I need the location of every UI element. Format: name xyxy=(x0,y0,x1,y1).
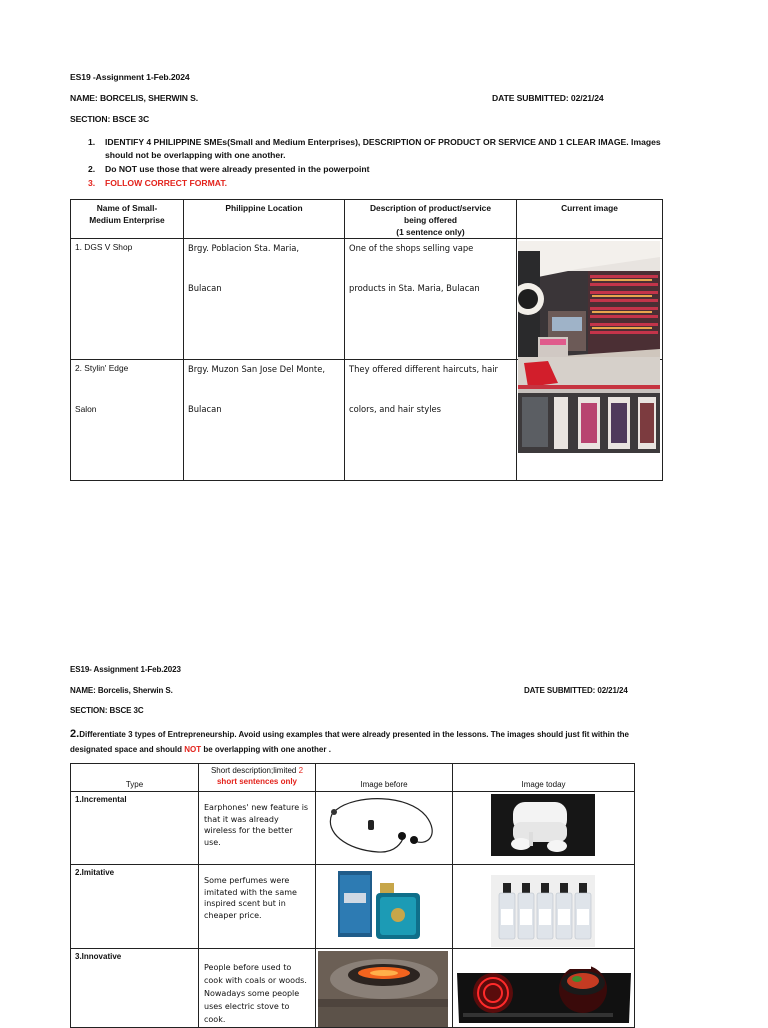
sme-description: They offered different haircuts, hair colors, and hair styles xyxy=(345,360,517,481)
wireless-earbuds-image xyxy=(453,792,635,864)
instruction-item: 3. FOLLOW CORRECT FORMAT. xyxy=(88,178,228,188)
type-label: 3.Innovative xyxy=(71,949,199,1028)
header-image-before: Image before xyxy=(316,764,453,792)
entrepreneurship-table xyxy=(70,763,635,1028)
instruction-item: 1. IDENTIFY 4 PHILIPPINE SMEs(Small and Medium Enterprises), DESCRIPTION OF PRODUCT OR SERVICE AND 1 CLEAR IMAGE. Images should not be overlapping with one another. xyxy=(88,137,661,160)
instruction-item: 2. Do NOT use those that were already presented in the powerpoint xyxy=(88,164,370,174)
image-before-cell xyxy=(316,865,453,949)
type-description: People before used to cook with coals or woods. Nowadays some people uses electric stove to cook. xyxy=(199,949,316,1028)
header-image: Current image xyxy=(517,200,663,239)
instruction-2: 2.Differentiate 3 types of Entrepreneurship. Avoid using examples that were already presented in the lessons. The images should just fit within the designated space and should NOT be overlapping with one another . xyxy=(70,728,629,754)
student-name: NAME: BORCELIS, SHERWIN S. xyxy=(70,93,199,103)
header-image-today: Image today xyxy=(453,764,635,792)
image-before-cell xyxy=(316,792,453,865)
header-short-desc: Short description;limited 2 short sentences only xyxy=(199,764,316,792)
sme-name: 2. Stylin' Edge Salon xyxy=(71,360,184,481)
table-row xyxy=(71,792,635,865)
instructions-list xyxy=(88,135,708,190)
image-today-cell xyxy=(453,949,635,1028)
date-submitted-2: DATE SUBMITTED: 02/21/24 xyxy=(524,686,628,695)
table-row xyxy=(71,865,635,949)
section-label-2: SECTION: BSCE 3C xyxy=(70,706,144,715)
header-location: Philippine Location xyxy=(184,200,345,239)
table-row xyxy=(71,949,635,1028)
electric-stove-image xyxy=(453,949,635,1027)
sme-location: Brgy. Muzon San Jose Del Monte, Bulacan xyxy=(184,360,345,481)
coal-stove-image xyxy=(316,949,453,1027)
image-before-cell xyxy=(316,949,453,1028)
sme-location: Brgy. Poblacion Sta. Maria, Bulacan xyxy=(184,239,345,360)
table-header-row xyxy=(71,200,663,239)
image-today-cell xyxy=(453,792,635,865)
image-today-cell xyxy=(453,865,635,949)
date-submitted: DATE SUBMITTED: 02/21/24 xyxy=(492,93,604,103)
type-label: 2.Imitative xyxy=(71,865,199,949)
sme-name: 1. DGS V Shop xyxy=(71,239,184,360)
student-name-2: NAME: Borcelis, Sherwin S. xyxy=(70,686,173,695)
header-description: Description of product/service being offered (1 sentence only) xyxy=(345,200,517,239)
type-description: Some perfumes were imitated with the same inspired scent but in cheaper price. xyxy=(199,865,316,949)
header-name: Name of Small- Medium Enterprise xyxy=(71,200,184,239)
type-label: 1.Incremental xyxy=(71,792,199,865)
section-label: SECTION: BSCE 3C xyxy=(70,114,150,124)
salon-photo xyxy=(518,357,660,453)
course-title: ES19 -Assignment 1-Feb.2024 xyxy=(70,72,190,82)
wired-earphones-image xyxy=(316,792,453,864)
table-header-row xyxy=(71,764,635,792)
original-perfume-image xyxy=(316,865,453,948)
course-title-2: ES19- Assignment 1-Feb.2023 xyxy=(70,665,181,674)
sme-description: One of the shops selling vape products in Sta. Maria, Bulacan xyxy=(345,239,517,360)
type-description: Earphones' new feature is that it was already wireless for the better use. xyxy=(199,792,316,865)
header-type: Type xyxy=(71,764,199,792)
sme-photos xyxy=(518,241,660,453)
inspired-perfume-bottles-image xyxy=(453,865,635,948)
